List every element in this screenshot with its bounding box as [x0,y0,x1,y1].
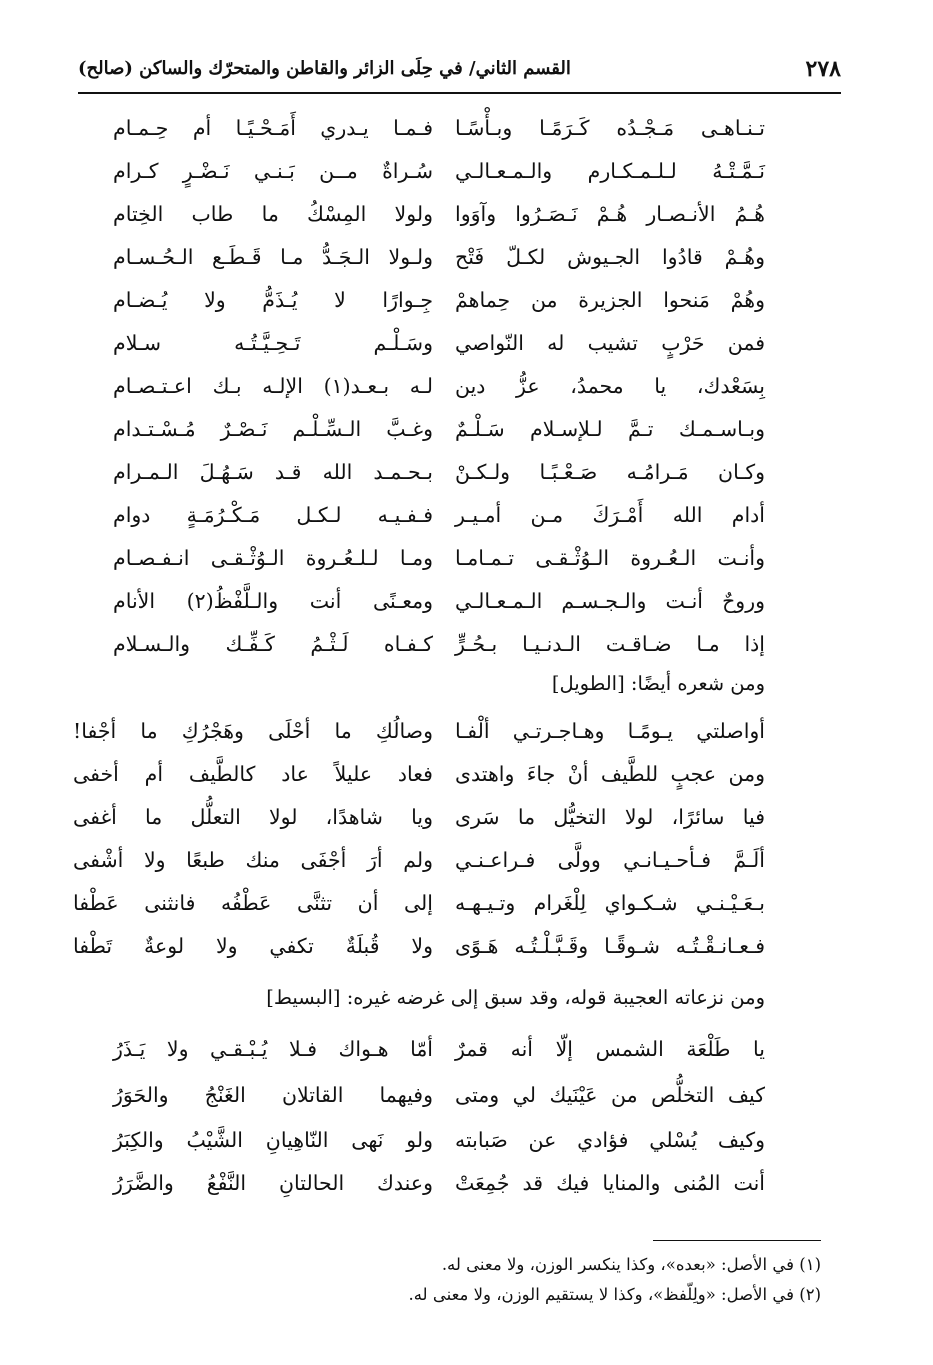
verse-3-h1: هُـمُ الأنـصـار هُـمْ نَـصَـرُوا وآوَوا [455,202,765,226]
verse-4-h2: ولم أرَ أجْفَى منك طبعًا ولا أشْفى [73,848,433,872]
verse-2-h1: كيف التخلُّص من عَيْنَيك لي ومتى [455,1083,765,1107]
verse-6-h2: ولا قُبلَةٌ تكفي ولا لوعةٌ تَطْفا [73,934,433,958]
verse-2-h1: ومن عجبٍ للطَّيف أنْ جاءَ واهتدى [455,762,765,786]
verse-8-h1: وبـاسـمـك تـمَّ لـلإسـلام سَـلْـمٌ [455,417,765,441]
verse-10-h2: فـفـيـه لـكـل مَـكْـرُمَـةٍ دوام [113,503,433,527]
verse-13-h2: كـفـاه لَـثْـمُ كَـفِّـك والـسـلام [113,632,433,656]
verse-2-h2: وفيهما القاتلان الغَنْجُ والحَوَرُ [113,1083,433,1107]
verse-5-h2: إلى أن تثنَّى عَطْفُه فانثنى عَطْفا [73,891,433,915]
verse-4-h1: ألَـمَّ فـأحـيـانـي وولَّى فـراعـنـي [455,848,765,872]
verse-3-h2: ولو نَهى النّاهِيانِ الشَّيْبُ والكِبَرُ [113,1128,433,1152]
intro-poem-2: ومن شعره أيضًا: [الطويل] [551,672,765,695]
verse-1-h1: تـنـاهـى مَـجْـدُه كَـرَمًـا وبـأْسًـا [455,116,765,140]
verse-5-h2: جِـوارًا لا يُـذَمُّ ولا يُـضـام [113,288,433,312]
verse-4-h1: وهُـمْ قادُوا الجـيوش لكـلّ فَتْح [455,245,765,269]
verse-6-h2: وسَـلْـم تَـحِـيَّـتُـه سـلام [113,331,433,355]
verse-13-h1: إذا مـا ضـاقـت الـدنـيـا بـحُـرٍّ [455,632,765,656]
verse-3-h2: ولولا المِسْكُ ما طاب الخِتام [113,202,433,226]
verse-1-h2: وصالُكِ ما أحْلَى وهَجْرُكِ ما أجْفا! [73,719,433,743]
verse-6-h1: فمن حَرْبٍ تشيب له النّواصي [455,331,765,355]
page-number: ٢٧٨ [805,56,841,82]
verse-1-h1: يا طَلْعَة الشمس إلّا أنه قمرٌ [455,1037,765,1061]
verse-4-h1: أنت المُنى والمنايا فيك قد جُمِعَتْ [455,1171,765,1195]
verse-1-h2: أمّا هـواك فـلا يُـبْـقـي ولا يَـذَرُ [113,1037,433,1061]
verse-2-h1: نَـمَّـتْـهُ لـلـمـكـارم والـمـعـالـي [455,159,765,183]
verse-12-h2: ومعـنًى أنت والـلَّفْظُ(٢) الأنام [113,589,433,613]
verse-3-h2: ويا شاهدًا، لولا التعلُّل ما أغفى [73,805,433,829]
verse-9-h1: وكـان مَـرامُـه صَـعْـبًـا ولـكـنْ [455,460,765,484]
intro-poem-3: ومن نزعاته العجيبة قوله، وقد سبق إلى غرضه غيره: [البسيط] [266,986,765,1009]
verse-4-h2: ولـولا الـجَـدُّ مـا قَـطَـع الـحُـسـام [113,245,433,269]
running-title: القسم الثاني/ في حِلَى الزائر والقاطن والمتحرّك والساكن (صالح) [78,58,571,79]
verse-5-h1: بـعَـيْـنـي شـكـواي لِلْغَرام وتـيـهـه [455,891,765,915]
verse-5-h1: وهُمْ مَنحوا الجزيرة من حِماهمْ [455,288,765,312]
verse-12-h1: وروحٌ أنـت والـجـسـم الـمـعـالـي [455,589,765,613]
page-header [78,50,841,94]
footnote-1: (١) في الأصل: «بعده»، وكذا ينكسر الوزن، ولا معنى له. [441,1255,821,1274]
verse-7-h2: لـه بـعـد(١) الإلـه بـك اعـتـصـام [113,374,434,398]
verse-11-h2: ومـا لـلـعُـروة الـوُثْـقـى انـفـصـام [113,546,433,570]
footnote-divider [653,1240,821,1241]
verse-9-h2: بـحـمـد الله قـد سَـهُـلَ الـمـرام [113,460,433,484]
verse-10-h1: أدام الله أَمْـرَكَ مـن أمـيـر [455,503,765,527]
verse-2-h2: فعاد عليلاً عاد كالطَّيف أم أخفى [73,762,433,786]
verse-1-h2: فـمـا يـدري أَمَـحْـيًـا أم حِـمـام [113,116,433,140]
verse-7-h1: بِسَعْدك، يا محمدُ، عزُّ دين [455,374,765,398]
verse-3-h1: وكيف يُسْلي فؤادي عن صَبابته [455,1128,765,1152]
verse-8-h2: وغـبَّ الـسِّـلْـم نَـصْـرٌ مُـسْـتـدام [113,417,433,441]
footnote-2: (٢) في الأصل: «ولِلّفظ»، وكذا لا يستقيم الوزن، ولا معنى له. [408,1285,821,1304]
verse-2-h2: سُـراةٌ مــن بَـنـي نَـضْـرٍ كـرام [113,159,433,183]
verse-1-h1: أواصلتي يـومًـا وهـاجـرتـي ألْفـا [455,719,765,743]
verse-4-h2: وعندك الحالتانِ النَّفْعُ والضَّرَرُ [113,1171,433,1195]
verse-3-h1: فيا سائرًا، لولا التخيُّل ما سَرى [455,805,765,829]
verse-6-h1: فـعـانـقْـتُـه شـوقًـا وقَـبَّـلْـتُـه هَـوًى [455,934,765,958]
verse-11-h1: وأنـت الـعُـروة الـوُثْـقـى تـمـامـا [455,546,765,570]
